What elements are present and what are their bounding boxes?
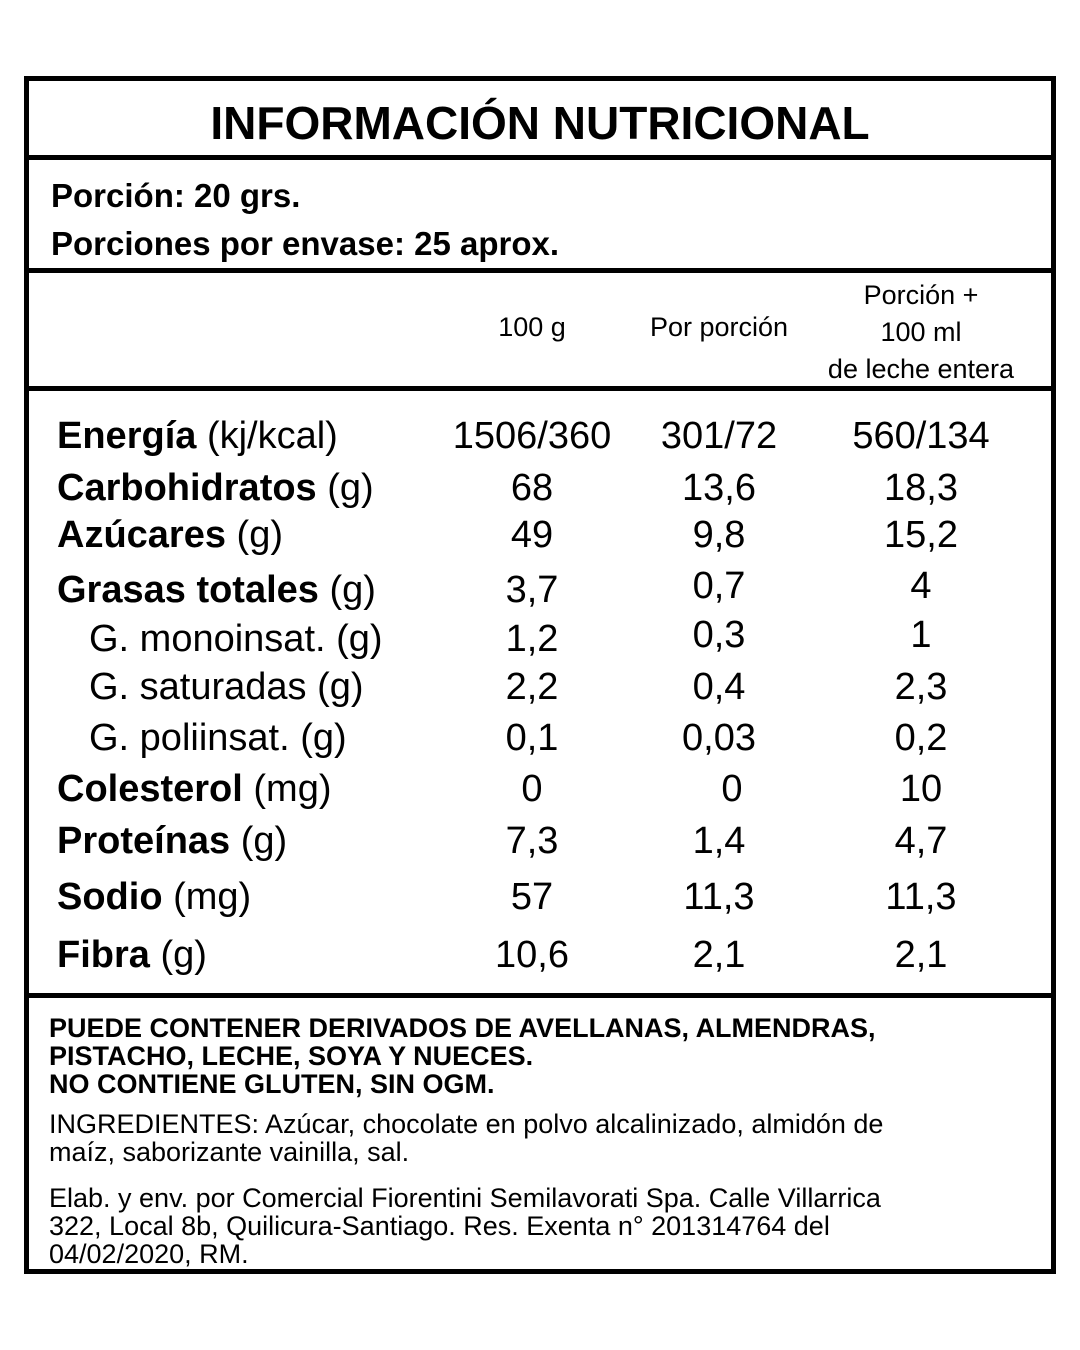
nutrient-name: Colesterol <box>57 768 243 810</box>
divider-footer <box>29 993 1051 998</box>
value-100g: 49 <box>510 514 554 556</box>
nutrient-unit: (kj/kcal) <box>196 415 338 457</box>
ingredients-line-1: INGREDIENTES: Azúcar, chocolate en polvo alcalinizado, almidón de <box>49 1109 884 1139</box>
nutrient-name: Energía <box>57 415 197 457</box>
nutrient-unit: G. saturadas (g) <box>89 666 364 708</box>
value-100g: 0 <box>521 768 543 810</box>
value-per-portion: 11,3 <box>683 876 755 918</box>
column-header-with-milk-2: 100 ml <box>880 317 962 347</box>
value-per-portion: 0,3 <box>692 614 746 656</box>
value-100g: 1506/360 <box>452 415 612 457</box>
value-per-portion: 13,6 <box>682 467 756 509</box>
nutrient-unit: (g) <box>149 934 207 976</box>
nutrient-row-saturated <box>29 664 1051 710</box>
servings-per-container: Porciones por envase: 25 aprox. <box>51 225 560 262</box>
nutrient-unit: (g) <box>318 569 376 611</box>
divider-portion <box>29 268 1051 273</box>
value-100g: 10,6 <box>495 934 569 976</box>
nutrient-row-polyunsaturated <box>29 715 1051 761</box>
value-with-milk: 560/134 <box>852 415 990 457</box>
allergen-warning-1: PUEDE CONTENER DERIVADOS DE AVELLANAS, ALMENDRAS, <box>49 1013 876 1043</box>
value-per-portion: 0,4 <box>692 666 746 708</box>
value-100g: 2,2 <box>505 666 559 708</box>
nutrient-row-protein <box>29 818 1051 864</box>
column-header-with-milk-3: de leche entera <box>827 354 1015 384</box>
divider-title <box>29 155 1051 160</box>
nutrient-unit: (g) <box>225 514 283 556</box>
nutrient-unit: (mg) <box>242 768 332 810</box>
value-per-portion: 0,7 <box>692 565 746 607</box>
value-100g: 7,3 <box>505 820 559 862</box>
value-with-milk: 1 <box>910 614 932 656</box>
allergen-warning-2: PISTACHO, LECHE, SOYA Y NUECES. <box>49 1041 534 1071</box>
nutrition-facts-label <box>24 76 1056 1274</box>
value-with-milk: 2,1 <box>894 934 948 976</box>
column-header-100g: 100 g <box>498 312 566 342</box>
value-with-milk: 4 <box>910 565 932 607</box>
nutrient-row-fiber <box>29 932 1051 978</box>
label-title: INFORMACIÓN NUTRICIONAL <box>210 97 870 149</box>
value-with-milk: 15,2 <box>884 514 958 556</box>
value-100g: 3,7 <box>505 569 559 611</box>
value-with-milk: 2,3 <box>894 666 948 708</box>
value-per-portion: 9,8 <box>692 514 746 556</box>
value-per-portion: 0 <box>721 768 743 810</box>
nutrient-unit: (g) <box>316 467 374 509</box>
nutrient-name: Proteínas <box>57 820 231 862</box>
value-per-portion: 1,4 <box>692 820 746 862</box>
value-100g: 1,2 <box>505 618 559 660</box>
gluten-statement: NO CONTIENE GLUTEN, SIN OGM. <box>49 1069 495 1099</box>
nutrient-row-cholesterol <box>29 766 1051 812</box>
value-100g: 68 <box>510 467 554 509</box>
nutrient-unit: G. monoinsat. (g) <box>89 618 383 660</box>
nutrient-row-energy <box>29 413 1051 459</box>
value-per-portion: 301/72 <box>660 415 778 457</box>
nutrient-unit: G. poliinsat. (g) <box>89 717 347 759</box>
column-header-per-portion: Por porción <box>649 312 789 342</box>
value-100g: 57 <box>510 876 554 918</box>
serving-size: Porción: 20 grs. <box>51 177 301 214</box>
value-with-milk: 11,3 <box>885 876 957 918</box>
manufacturer-line-3: 04/02/2020, RM. <box>49 1239 249 1269</box>
nutrient-row-sodium <box>29 874 1051 920</box>
divider-header <box>29 386 1051 391</box>
nutrient-unit: (g) <box>230 820 288 862</box>
column-header-with-milk-1: Porción + <box>863 280 979 310</box>
nutrient-name: Azúcares <box>57 514 226 556</box>
nutrient-row-sugars <box>29 512 1051 558</box>
value-with-milk: 0,2 <box>894 717 948 759</box>
nutrient-row-carbohydrates <box>29 465 1051 511</box>
value-with-milk: 10 <box>899 768 943 810</box>
nutrient-row-monounsaturated <box>29 616 1051 662</box>
value-per-portion: 2,1 <box>692 934 746 976</box>
manufacturer-line-1: Elab. y env. por Comercial Fiorentini Semilavorati Spa. Calle Villarrica <box>49 1183 881 1213</box>
nutrient-name: Carbohidratos <box>57 467 317 509</box>
ingredients-line-2: maíz, saborizante vainilla, sal. <box>49 1137 410 1167</box>
nutrient-name: Grasas totales <box>57 569 319 611</box>
nutrient-name: Sodio <box>57 876 163 918</box>
nutrient-name: Fibra <box>57 934 150 976</box>
nutrient-row-total-fat <box>29 567 1051 613</box>
value-with-milk: 4,7 <box>894 820 948 862</box>
value-per-portion: 0,03 <box>682 717 756 759</box>
value-with-milk: 18,3 <box>884 467 958 509</box>
value-100g: 0,1 <box>505 717 559 759</box>
nutrient-unit: (mg) <box>162 876 252 918</box>
manufacturer-line-2: 322, Local 8b, Quilicura-Santiago. Res. Exenta n° 201314764 del <box>49 1211 830 1241</box>
